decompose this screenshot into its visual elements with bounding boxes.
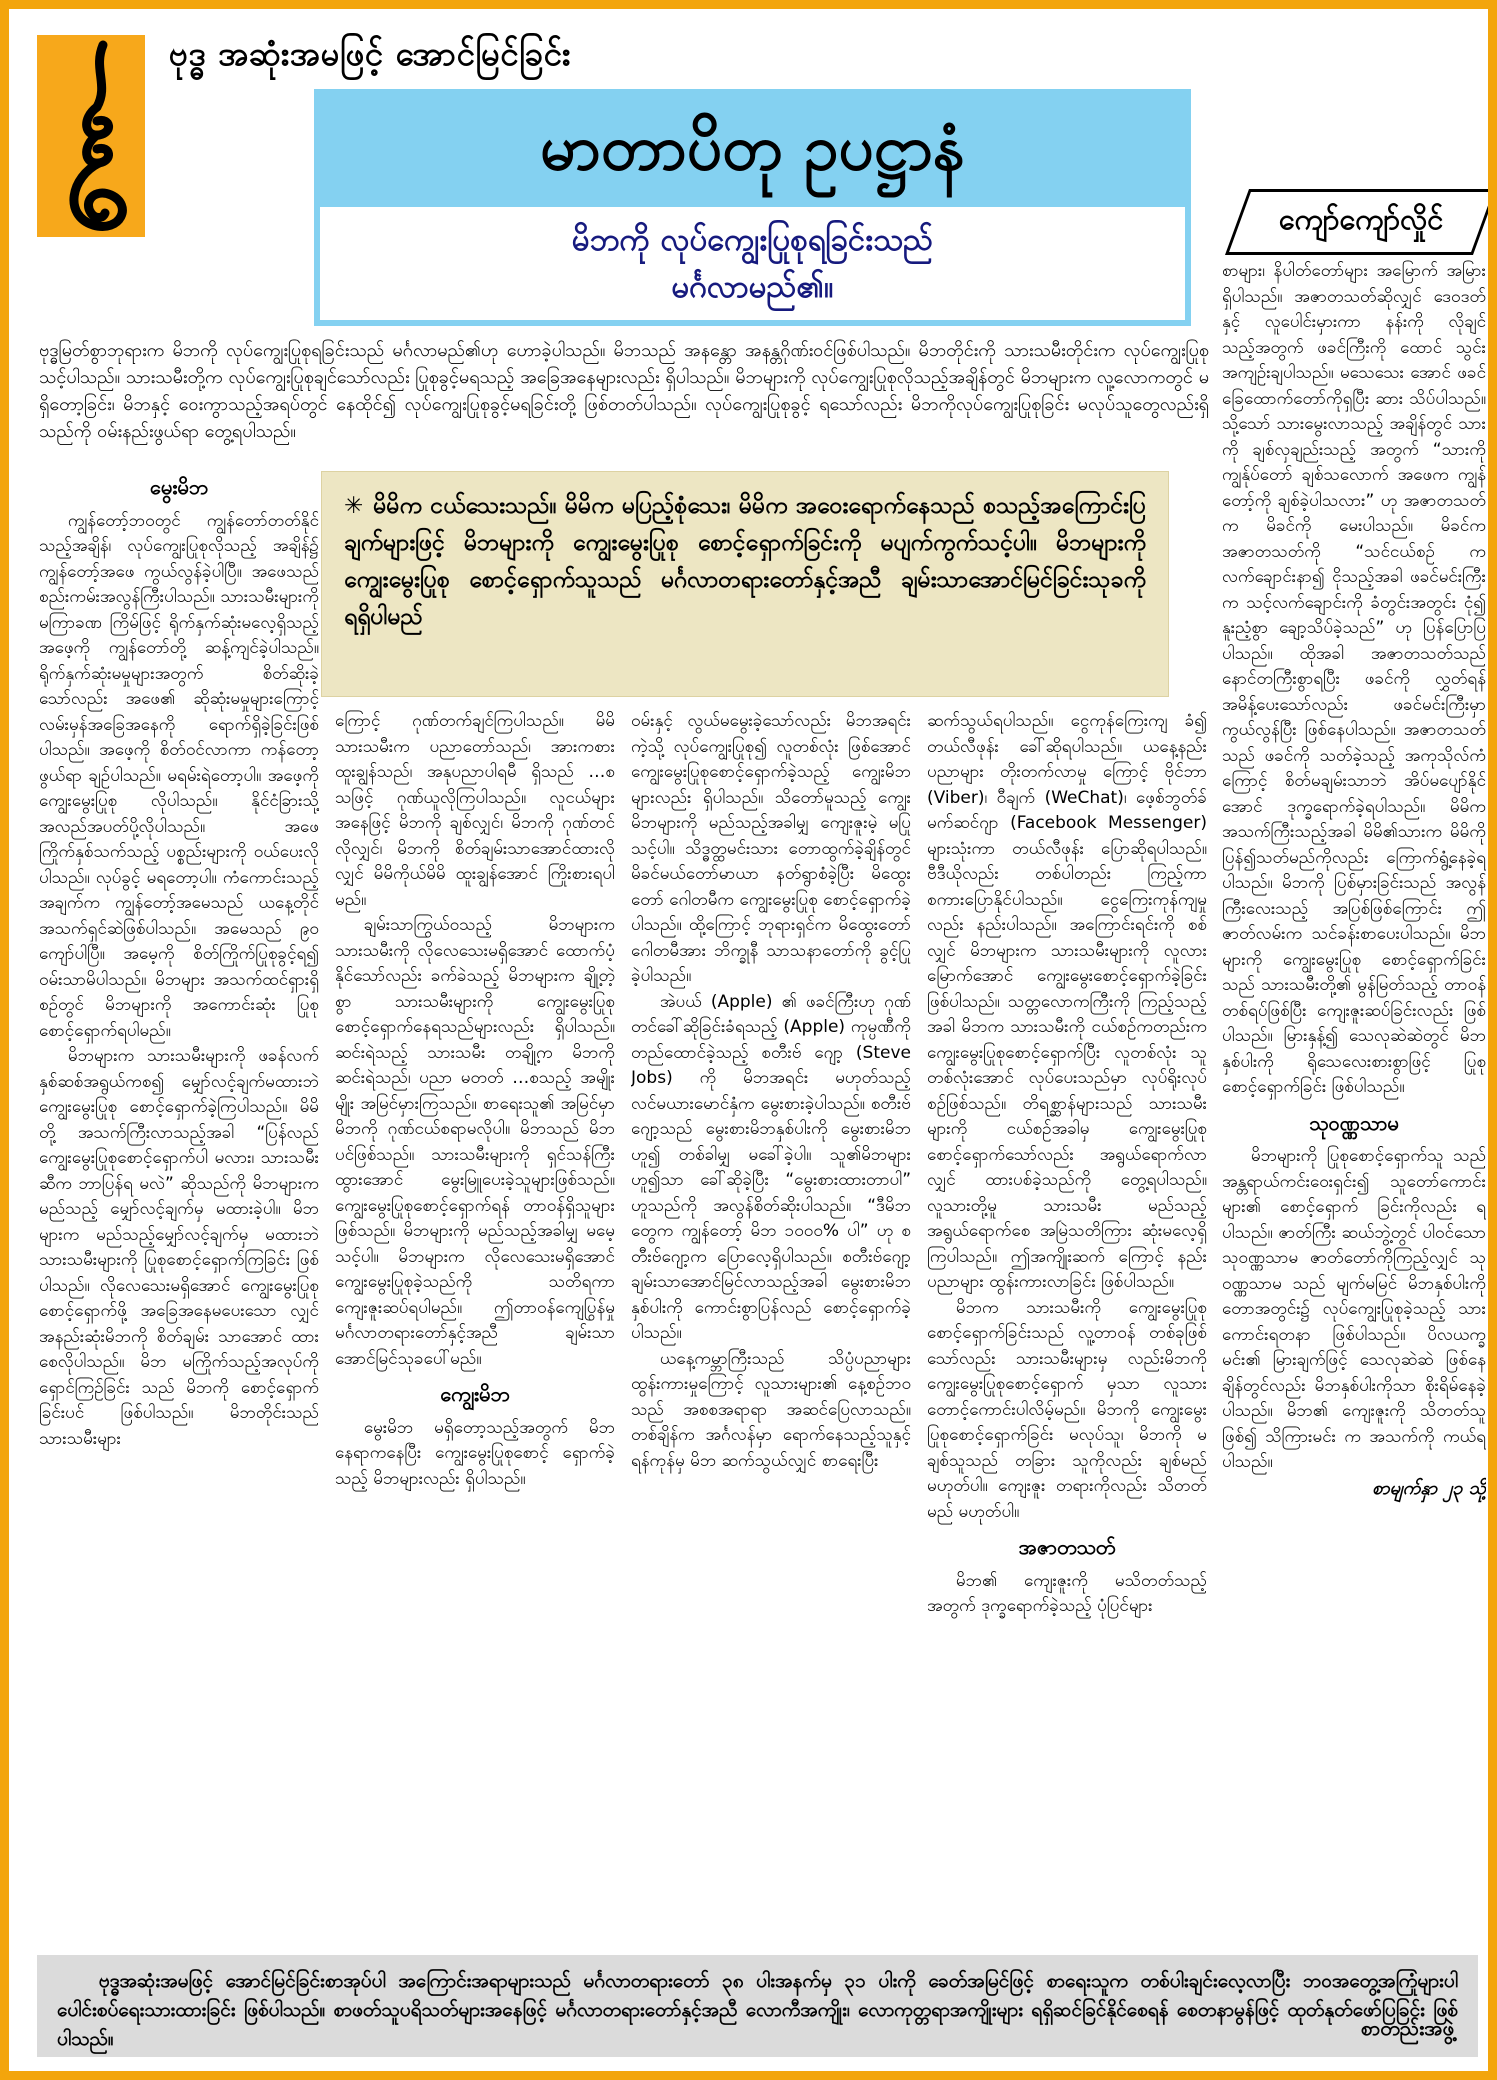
paragraph: မွေးမိဘ မရှိတော့သည့်အတွက် မိဘနေရာကနေပြီး ကျွေးမွေးပြုစုစောင့် ရှောက်ခဲ့သည့် မိဘများလည်း ရှိပါသည်။ — [335, 1417, 615, 1489]
article-title: မာတာပိတု ဥပဋ္ဌာနံ — [539, 111, 966, 184]
highlight-quote-text: မိမိက ငယ်သေးသည်။ မိမိက မပြည့်စုံသေး၊ မိမိက အဝေးရောက်နေသည် စသည့်အကြောင်းပြချက်များဖြင့် မိဘများကို ကျွေးမွေးပြုစု စောင့်ရှောက်ခြင်းကို မပျက်ကွက်သင့်ပါ။ မိဘများကို ကျွေးမွေးပြုစု စောင့်ရှောက်သူသည် မင်္ဂလာတရားတော်နှင့်အညီ ချမ်းသာအောင်မြင်ခြင်းသုခကို ရရှိပါမည် — [344, 493, 1146, 630]
paragraph: စာများ၊ နိပါတ်တော်များ အမြောက် အမြားရှိပါသည်။ အဇာတသတ်ဆိုလျှင် ဒေဝဒတ်နှင့် လူပေါင်းမှားကာ နန်းကို လိုချင်သည့်အတွက် ဖခင်ကြီးကို ထောင် သွင်း အကျဉ်းချပါသည်။ မသေသေး အောင် ဖခင်ခြေထောက်တော်ကိုရှပြီး ဆား သိပ်ပါသည်။ သို့သော် သားမွေးလာသည့် အချိန်တွင် သားကို ချစ်လှချည်းသည့် အတွက် “သားကို ကျွန်ုပ်တော် ချစ်သလောက် အဖေက ကျွန်တော့်ကို ချစ်ခဲ့ပါသလား” ဟု အဇာတသတ်က မိခင်ကို မေးပါသည်။ မိခင်က အဇာတသတ်ကို “သင်ငယ်စဉ် က လက်ချောင်းနာ၍ ငိုသည့်အခါ ဖခင်မင်းကြီးက သင့်လက်ချောင်းကို ခံတွင်းအတွင်း ငုံ၍ နူးညံ့စွာ ချော့သိပ်ခဲ့သည်” ဟု ပြန်ပြောပြပါသည်။ ထိုအခါ အဇာတသတ်သည် နောင်တကြီးစွာရပြီး ဖခင်ကို လွှတ်ရန် အမိန့်ပေးသော်လည်း ဖခင်မင်းကြီးမှာ ကွယ်လွန်ပြီး ဖြစ်နေပါသည်။ အဇာတသတ်သည် ဖခင်ကို သတ်ခဲ့သည့် အကုသိုလ်ကံကြောင့် စိတ်မချမ်းသာဘဲ အိပ်မပျော်နိုင်အောင် ဒုက္ခရောက်ခဲ့ရပါသည်။ မိမိက အသက်ကြီးသည့်အခါ မိမိ၏သားက မိမိကို ပြန်၍သတ်မည်ကိုလည်း ကြောက်ရွံ့နေခဲ့ရပါသည်။ မိဘကို ပြစ်မှားခြင်းသည် အလွန်ကြီးလေးသည့် အပြစ်ဖြစ်ကြောင်း ဤဇာတ်လမ်းက သင်ခန်းစာပေးပါသည်။ မိဘများကို ကျွေးမွေးပြုစု စောင့်ရှောက်ခြင်းသည် သားသမီးတို့၏ မွန်မြတ်သည့် တာဝန်တစ်ရပ်ဖြစ်ပြီး ကျေးဇူးဆပ်ခြင်းလည်း ဖြစ်ပါသည်။ မြားနှန့်၍ သေလုဆဲဆဲတွင် မိဘနှစ်ပါးကို ရိုသေလေးစားစွာဖြင့် ပြုစုစောင့်ရှောက်ခြင်း ဖြစ်ပါသည်။ — [1222, 261, 1486, 1097]
paragraph: ကျွန်တော့်ဘဝတွင် ကျွန်တော်တတ်နိုင်သည့်အချိန်၊ လုပ်ကျွေးပြုစုလိုသည့် အချိန်၌ ကျွန်တော့်အဖေ ကွယ်လွန်ခဲ့ပါပြီ။ အဖေသည် စည်းကမ်းအလွန်ကြီးပါသည်။ သားသမီးများကို မကြာခဏ ကြိမ်ဖြင့် ရိုက်နှက်ဆုံးမလေ့ရှိသည့် အဖေ့ကို ကျွန်တော်တို့ ဆန့်ကျင်ခဲ့ပါသည်။ ရိုက်နှက်ဆုံးမမှုများအတွက် စိတ်ဆိုးခဲ့သော်လည်း အဖေ၏ ဆိုဆုံးမမှုများကြောင့် လမ်းမှန်အခြေအနေကို ရောက်ရှိခဲ့ခြင်းဖြစ်ပါသည်။ အဖေ့ကို စိတ်ဝင်လာကာ ကန်တော့ဖွယ်ရာ ချဉ်ပါသည်။ မရမ်းရဲတော့ပါ။ အဖေ့ကို ကျွေးမွေးပြုစု လိုပါသည်။ နိုင်ငံခြားသို့ အလည်အပတ်ပို့လိုပါသည်။ အဖေကြိုက်နှစ်သက်သည့် ပစ္စည်းများကို ဝယ်ပေးလိုပါသည်။ လုပ်ခွင့် မရတော့ပါ။ ကံကောင်းသည့်အချက်က ကျွန်တော့်အမေသည် ယနေ့တိုင် အသက်ရှင်ဆဲဖြစ်ပါသည်။ အမေသည် ၉၀ ကျော်ပါပြီ။ အမေ့ကို စိတ်ကြိုက်ပြုစုခွင့်ရ၍ ဝမ်းသာမိပါသည်။ မိဘများ အသက်ထင်ရှားရှိစဉ်တွင် မိဘများကို အကောင်းဆုံး ပြုစုစောင့်ရှောက်ရပါမည်။ — [39, 510, 319, 1041]
paragraph: အဲပယ် (Apple) ၏ ဖခင်ကြီးဟု ဂုဏ်တင်ခေါ်ဆိုခြင်းခံရသည့် (Apple) ကုမ္ပဏီကို တည်ထောင်ခဲ့သည့် စတီးဗ် ဂျော့ (Steve Jobs) ကို မိဘအရင်း မဟုတ်သည့် လင်မယားမောင်နှံက မွေးစားခဲ့ပါသည်။ စတီးဗ်ဂျော့သည် မွေးစားမိဘနှစ်ပါးကို မွေးစားမိဘဟူ၍ တစ်ခါမျှ မခေါ်ခဲ့ပါ။ သူ၏မိဘများဟူ၍သာ ခေါ်ဆိုခဲ့ပြီး “မွေးစားထားတာပါ” ဟူသည်ကို အလွန်စိတ်ဆိုးပါသည်။ “ဒီမိဘတွေက ကျွန်တော့် မိဘ ၁၀၀၀% ပါ” ဟု စတီးဗ်ဂျော့က ပြောလေ့ရှိပါသည်။ စတီးဗ်ဂျော့ ချမ်းသာအောင်မြင်လာသည့်အခါ မွေးစားမိဘ နှစ်ပါးကို ကောင်းစွာပြန်လည် စောင့်ရှောက်ခဲ့ပါသည်။ — [631, 991, 911, 1343]
article-title-band — [314, 89, 1191, 201]
column-3 — [631, 709, 911, 1944]
highlight-quote-box — [321, 471, 1169, 697]
author-byline-box — [1225, 189, 1497, 255]
paragraph: မိဘ၏ ကျေးဇူးကို မသိတတ်သည့် အတွက် ဒုက္ခရောက်ခဲ့သည့် ပုံပြင်များ — [927, 1570, 1207, 1616]
author-name: ကျော်ကျော်လှိုင် — [1278, 201, 1444, 236]
subtitle-line-2: မင်္ဂလာမည်၏။ — [671, 268, 834, 305]
paragraph: မိဘများက သားသမီးများကို ဖခန်လက်နှစ်ဆစ်အရွယ်ကစ၍ မျှော်လင့်ချက်မထားဘဲ ကျွေးမွေးပြုစု စောင့်ရှောက်ခဲ့ကြပါသည်။ မိမိတို့ အသက်ကြီးလာသည့်အခါ “ပြန်လည် ကျွေးမွေးပြုစုစောင့်ရှောက်ပါ မလား၊ သားသမီးဆီက ဘာပြန်ရ မလဲ” ဆိုသည်ကို မိဘများက မည်သည့် မျှော်လင့်ချက်မှ မထားခဲ့ပါ။ မိဘများက မည်သည့်မျှော်လင့်ချက်မှ မထားဘဲ သားသမီးများကို ပြုစုစောင့်ရှောက်ကြခြင်း ဖြစ်ပါသည်။ လိုလေသေးမရှိအောင် ကျွေးမွေးပြုစု စောင့်ရှောက်ဖို့ အခြေအနေမပေးသော လျှင် အနည်းဆုံးမိဘကို စိတ်ချမ်း သာအောင် ထားစေလိုပါသည်။ မိဘ မကြိုက်သည့်အလုပ်ကို ရှောင်ကြဉ်ခြင်း သည် မိဘကို စောင့်ရှောက်ခြင်းပင် ဖြစ်ပါသည်။ မိဘတိုင်းသည် သားသမီးများ — [39, 1046, 319, 1449]
column-2 — [335, 709, 615, 1944]
paragraph: မိဘက သားသမီးကို ကျွေးမွေးပြုစု စောင့်ရှောက်ခြင်းသည် လူ့တာဝန် တစ်ခုဖြစ်သော်လည်း သားသမီးများမှ လည်းမိဘကို ကျွေးမွေးပြုစုစောင့်ရှောက် မှသာ လူသားတောင့်ကောင်းပါလိမ့်မည်။ မိဘကို ကျွေးမွေးပြုစုစောင့်ရှောက်ခြင်း မလုပ်သူ၊ မိဘကို မချစ်သူသည် တခြား သူကိုလည်း ချစ်မည် မဟုတ်ပါ။ ကျေးဇူး တရားကိုလည်း သိတတ်မည် မဟုတ်ပါ။ — [927, 1297, 1207, 1522]
lead-paragraph: ဗုဒ္ဓမြတ်စွာဘုရားက မိဘကို လုပ်ကျွေးပြုစုရခြင်းသည် မင်္ဂလာမည်၏ဟု ဟောခဲ့ပါသည်။ မိဘသည် အနန္တော အနန္တဂိုဏ်းဝင်ဖြစ်ပါသည်။ မိဘတိုင်းကို သားသမီးတိုင်းက လုပ်ကျွေးပြုစုသင့်ပါသည်။ သားသမီးတို့က လုပ်ကျွေးပြုစုချင်သော်လည်း ပြုစုခွင့်မရသည့် အခြေအနေများလည်း ရှိပါသည်။ မိဘများကို လုပ်ကျွေးပြုစုလိုသည့်အချိန်တွင် မိဘများက လူ့လောကတွင် မရှိတော့ခြင်း၊ မိဘနှင့် ဝေးကွာသည့်အရပ်တွင် နေထိုင်၍ လုပ်ကျွေးပြုစုခွင့်မရခြင်းတို့ ဖြစ်တတ်ပါသည်။ လုပ်ကျွေးပြုစုခွင့် ရသော်လည်း မိဘကိုလုပ်ကျွေးပြုစုခြင်း မလုပ်သူတွေလည်းရှိသည်ကို ဝမ်းနည်းဖွယ်ရာ တွေ့ရပါသည်။ — [39, 340, 1209, 442]
column-5 — [1222, 259, 1486, 1947]
editors-note-box — [37, 1955, 1478, 2057]
paragraph: ယနေ့ကမ္ဘာကြီးသည် သိပ္ပံပညာများ ထွန်းကားမှုကြောင့် လူသားများ၏ နေ့စဉ်ဘဝသည် အစစအရာရာ အဆင်ပြေလာသည်။ တစ်ချိန်က အင်္ဂလန်မှာ ရောက်နေသည့်သူနှင့် ရန်ကုန်မှ မိဘ ဆက်သွယ်လျှင် စာရေးပြီး — [631, 1348, 911, 1471]
section-heading-foster-parents: ကျွေးမိဘ — [440, 1382, 510, 1406]
column-4 — [927, 709, 1207, 1944]
series-strapline: ဗုဒ္ဓ အဆုံးအမဖြင့် အောင်မြင်ခြင်း — [169, 34, 571, 73]
paragraph: ဆက်သွယ်ရပါသည်။ ငွေကုန်ကြေးကျ ခံ၍ တယ်လီဖုန်း ခေါ်ဆိုရပါသည်။ ယနေ့နည်းပညာများ တိုးတက်လာမှု ကြောင့် ဗိုင်ဘာ (Viber)၊ ဝီချက် (WeChat)၊ ဖေ့စ်ဘွတ်ခ်မက်ဆင်ဂျာ (Facebook Messenger) များသုံးကာ တယ်လီဖုန်း ပြောဆိုရပါသည်။ ဗီဒီယိုလည်း တစ်ပါတည်း ကြည့်ကာ စကားပြောနိုင်ပါသည်။ ငွေကြေးကုန်ကျမှုလည်း နည်းပါသည်။ အကြောင်းရင်းကို စစ်လျှင် မိဘများက သားသမီးများကို လူလား မြောက်အောင် ကျွေးမွေးစောင့်ရှောက်ခဲ့ခြင်း ဖြစ်ပါသည်။ သတ္တလောကကြီးကို ကြည့်သည့်အခါ မိဘက သားသမီးကို ငယ်စဉ်ကတည်းက ကျွေးမွေးပြုစုစောင့်ရှောက်ပြီး လူတစ်လုံး သူတစ်လုံးအောင် လုပ်ပေးသည်မှာ လုပ်ရိုးလုပ်စဉ်ဖြစ်သည်။ တိရစ္ဆာန်များသည် သားသမီးများကို ငယ်စဉ်အခါမှ ကျွေးမွေးပြုစုစောင့်ရှောက်သော်လည်း အရွယ်ရောက်လာလျှင် ထားပစ်ခဲ့သည်ကို တွေ့ရပါသည်။ လူသားတို့မူ သားသမီး မည်သည့်အရွယ်ရောက်စေ အမြဲသတိကြား ဆုံးမလေ့ရှိကြပါသည်။ ဤအကျိုးဆက် ကြောင့် နည်းပညာများ ထွန်းကားလာခြင်း ဖြစ်ပါသည်။ — [927, 711, 1207, 1292]
editorial-team-signature: စာတည်းအဖွဲ့ — [1360, 2016, 1454, 2040]
paragraph: မိဘများကို ပြုစုစောင့်ရှောက်သူ သည် အန္တရာယ်ကင်းဝေးရှင်း၍ သူတော်ကောင်းများ၏ စောင့်ရှောက် ခြင်းကိုလည်း ရပါသည်။ ဇာတ်ကြီး ဆယ်ဘွဲ့တွင် ပါဝင်သော သုဝဏ္ဏသာမ ဇာတ်တော်ကိုကြည့်လျှင် သုဝဏ္ဏသာမ သည် မျက်မမြင် မိဘနှစ်ပါးကို တောအတွင်း၌ လုပ်ကျွေးပြုစုခဲ့သည့် သားကောင်းရတနာ ဖြစ်ပါသည်။ ပိလယက္ခမင်း၏ မြားချက်ဖြင့် သေလုဆဲဆဲ ဖြစ်နေချိန်တွင်လည်း မိဘနှစ်ပါးကိုသာ စိုးရိမ်နေခဲ့ပါသည်။ မိဘ၏ ကျေးဇူးကို သိတတ်သူဖြစ်၍ သိကြားမင်း က အသက်ကို ကယ်ရပါသည်။ — [1222, 1146, 1486, 1472]
paragraph: ဝမ်းနှင့် လွယ်မမွေးခဲ့သော်လည်း မိဘအရင်းကဲ့သို့ လုပ်ကျွေးပြုစု၍ လူတစ်လုံး ဖြစ်အောင် ကျွေးမွေးပြုစုစောင့်ရှောက်ခဲ့သည့် ကျွေးမိဘများလည်း ရှိပါသည်။ သိတော်မူသည့် ကျွေးမိဘများကို မည်သည့်အခါမျှ ကျေးဇူးမဲ့ မပြုသင့်ပါ။ သိဒ္ဓတ္ထမင်းသား တောထွက်ခဲ့ချိန်တွင် မိခင်မယ်တော်မာယာ နတ်ရွာစံခဲ့ပြီး မိထွေးတော် ဂေါတမီက ကျွေးမွေးပြုစု စောင့်ရှောက်ခဲ့ပါသည်။ ထို့ကြောင့် ဘုရားရှင်က မိထွေးတော် ဂေါတမီအား ဘိက္ခုနီ သာသနာတော်ကို ခွင့်ပြုခဲ့ပါသည်။ — [631, 711, 911, 986]
continued-on-page-note: စာမျက်နှာ ၂၃ သို့ — [1372, 1477, 1486, 1499]
section-heading-ajatasattu: အဇာတသတ် — [1018, 1535, 1116, 1559]
column-1 — [39, 471, 319, 1944]
asterisk-icon: ✳ — [344, 493, 364, 519]
publication-logo — [37, 35, 145, 237]
section-heading-suvannasama: သုဝဏ္ဏသာမ — [1309, 1110, 1399, 1135]
paragraph: ကြောင့် ဂုဏ်တက်ချင်ကြပါသည်။ မိမိ သားသမီးက ပညာတော်သည်၊ အားကစား ထူးချွန်သည်၊ အနုပညာပါရမီ ရှိသည် …စသဖြင့် ဂုဏ်ယူလိုကြပါသည်။ လူငယ်များအနေဖြင့် မိဘကို ချစ်လျှင်၊ မိဘကို ဂုဏ်တင်လိုလျှင်၊ မိဘကို စိတ်ချမ်းသာအောင်ထားလိုလျှင် မိမိကိုယ်မိမိ ထူးချွန်အောင် ကြိုးစားရပါမည်။ — [335, 711, 615, 910]
calligraphy-flourish-icon — [37, 35, 145, 237]
paragraph: ချမ်းသာကြွယ်ဝသည့် မိဘများက သားသမီးကို လိုလေသေးမရှိအောင် ထောက်ပံ့နိုင်သော်လည်း ခက်ခဲသည့် မိဘများက ချို့တဲ့စွာ သားသမီးများကို ကျွေးမွေးပြုစု စောင့်ရှောက်နေရသည်များလည်း ရှိပါသည်။ ဆင်းရဲသည့် သားသမီး တချို့က မိဘကို ဆင်းရဲသည်၊ ပညာ မတတ် …စသည့် အမျိုးမျိုး အမြင်မှားကြသည်။ စာရေးသူ၏ အမြင်မှာ မိဘကို ဂုဏ်ငယ်စရာမလိုပါ။ မိဘသည် မိဘပင်ဖြစ်သည်။ သားသမီးများကို ရှင်သန်ကြီးထွားအောင် မွေးမြူပေးခဲ့သူများဖြစ်သည်။ ကျွေးမွေးပြုစုစောင့်ရှောက်ရန် တာဝန်ရှိသူများဖြစ်သည်။ မိဘများကို မည်သည့်အခါမျှ မမေ့သင့်ပါ။ မိဘများက လိုလေသေးမရှိအောင် ကျွေးမွေးပြုစုခဲ့သည်ကို သတိရကာ ကျေးဇူးဆပ်ရပါမည်။ ဤတာဝန်ကျေပြွန်မှု မင်္ဂလာတရားတော်နှင့်အညီ ချမ်းသာအောင်မြင်သုခပေါ်မည်။ — [335, 915, 615, 1369]
article-subtitle-box — [314, 201, 1191, 326]
section-heading-birth-parents: မွေးမိဘ — [149, 475, 209, 499]
highlight-quote — [344, 488, 1146, 636]
editors-note-text: ဗုဒ္ဓအဆုံးအမဖြင့် အောင်မြင်ခြင်းစာအုပ်ပါ အကြောင်းအရာများသည် မင်္ဂလာတရားတော် ၃၈ ပါးအနက်မှ ၃၁ ပါးကို ခေတ်အမြင်ဖြင့် စာရေးသူက တစ်ပါးချင်းလေ့လာပြီး ဘဝအတွေ့အကြုံများပါ ပေါင်းစပ်ရေးသားထားခြင်း ဖြစ်ပါသည်။ စာဖတ်သူပရိသတ်များအနေဖြင့် မင်္ဂလာတရားတော်နှင့်အညီ လောကီအကျိုး၊ လောကုတ္တရာအကျိုးများ ရရှိဆင်ခြင်နိုင်စေရန် စေတနာမွန်ဖြင့် ထုတ်နုတ်ဖော်ပြခြင်း ဖြစ်ပါသည်။ — [57, 1970, 1458, 2050]
subtitle-line-1: မိဘကို လုပ်ကျွေးပြုစုရခြင်းသည် — [571, 222, 934, 258]
